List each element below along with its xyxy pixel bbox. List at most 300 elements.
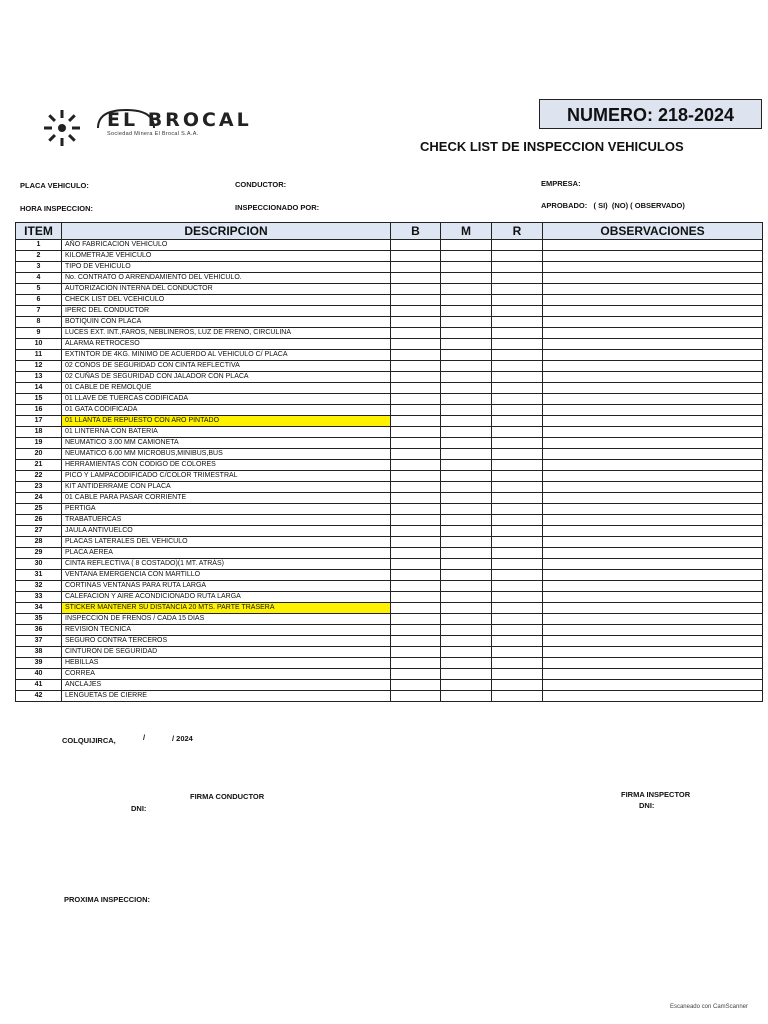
r-cell xyxy=(492,504,543,515)
table-row xyxy=(16,405,763,416)
r-cell xyxy=(492,614,543,625)
table-row xyxy=(16,262,763,273)
r-cell xyxy=(492,427,543,438)
description-cell: 01 CABLE DE REMOLQUE xyxy=(62,383,391,394)
item-number-cell: 21 xyxy=(16,460,62,471)
table-row xyxy=(16,636,763,647)
observaciones-cell xyxy=(543,240,763,251)
r-cell xyxy=(492,537,543,548)
table-row xyxy=(16,614,763,625)
conductor-label: CONDUCTOR: xyxy=(235,180,287,189)
table-row xyxy=(16,559,763,570)
b-cell xyxy=(391,394,441,405)
description-cell: PLACAS LATERALES DEL VEHICULO xyxy=(62,537,391,548)
table-row xyxy=(16,581,763,592)
table-row xyxy=(16,427,763,438)
r-cell xyxy=(492,625,543,636)
description-cell: CALEFACION Y AIRE ACONDICIONADO RUTA LARGA xyxy=(62,592,391,603)
document-number: NUMERO: 218-2024 xyxy=(539,99,762,129)
observaciones-cell xyxy=(543,592,763,603)
m-cell xyxy=(441,493,492,504)
m-cell xyxy=(441,658,492,669)
item-number-cell: 26 xyxy=(16,515,62,526)
m-cell xyxy=(441,328,492,339)
b-cell xyxy=(391,449,441,460)
m-cell xyxy=(441,614,492,625)
description-cell: TIPO DE VEHICULO xyxy=(62,262,391,273)
table-row xyxy=(16,592,763,603)
item-number-cell: 33 xyxy=(16,592,62,603)
item-number-cell: 12 xyxy=(16,361,62,372)
observaciones-cell xyxy=(543,339,763,350)
b-cell xyxy=(391,493,441,504)
r-cell xyxy=(492,317,543,328)
table-row xyxy=(16,493,763,504)
description-cell: 01 LLANTA DE REPUESTO CON ARO PINTADO xyxy=(62,416,391,427)
m-cell xyxy=(441,526,492,537)
item-number-cell: 20 xyxy=(16,449,62,460)
item-number-cell: 18 xyxy=(16,427,62,438)
item-number-cell: 34 xyxy=(16,603,62,614)
item-number-cell: 38 xyxy=(16,647,62,658)
description-cell: REVISION TECNICA xyxy=(62,625,391,636)
description-cell: 01 CABLE PARA PASAR CORRIENTE xyxy=(62,493,391,504)
table-row xyxy=(16,361,763,372)
description-cell: CINTURON DE SEGURIDAD xyxy=(62,647,391,658)
item-number-cell: 23 xyxy=(16,482,62,493)
item-number-cell: 15 xyxy=(16,394,62,405)
col-header-m: M xyxy=(441,223,492,240)
page-title: CHECK LIST DE INSPECCION VEHICULOS xyxy=(420,139,684,154)
b-cell xyxy=(391,581,441,592)
r-cell xyxy=(492,372,543,383)
r-cell xyxy=(492,658,543,669)
firma-conductor-label: FIRMA CONDUCTOR xyxy=(190,792,265,801)
b-cell xyxy=(391,691,441,702)
m-cell xyxy=(441,284,492,295)
item-number-cell: 36 xyxy=(16,625,62,636)
b-cell xyxy=(391,647,441,658)
description-cell: 01 LINTERNA CON BATERIA xyxy=(62,427,391,438)
observaciones-cell xyxy=(543,625,763,636)
item-number-cell: 16 xyxy=(16,405,62,416)
b-cell xyxy=(391,570,441,581)
description-cell: SEGURO CONTRA TERCEROS xyxy=(62,636,391,647)
table-row xyxy=(16,680,763,691)
m-cell xyxy=(441,339,492,350)
m-cell xyxy=(441,482,492,493)
observaciones-cell xyxy=(543,570,763,581)
observaciones-cell xyxy=(543,614,763,625)
table-row xyxy=(16,526,763,537)
b-cell xyxy=(391,405,441,416)
r-cell xyxy=(492,350,543,361)
r-cell xyxy=(492,262,543,273)
item-number-cell: 39 xyxy=(16,658,62,669)
description-cell: CORTINAS VENTANAS PARA RUTA LARGA xyxy=(62,581,391,592)
table-row xyxy=(16,317,763,328)
b-cell xyxy=(391,372,441,383)
observaciones-cell xyxy=(543,394,763,405)
r-cell xyxy=(492,405,543,416)
description-cell: IPERC DEL CONDUCTOR xyxy=(62,306,391,317)
observaciones-cell xyxy=(543,416,763,427)
firma-inspector-label: FIRMA INSPECTOR xyxy=(621,790,691,799)
m-cell xyxy=(441,427,492,438)
description-cell: STICKER MANTENER SU DISTANCIA 20 MTS. PARTE TRASERA xyxy=(62,603,391,614)
item-number-cell: 30 xyxy=(16,559,62,570)
r-cell xyxy=(492,691,543,702)
hora-label: HORA INSPECCION: xyxy=(20,204,94,213)
r-cell xyxy=(492,471,543,482)
description-cell: KILOMETRAJE VEHICULO xyxy=(62,251,391,262)
r-cell xyxy=(492,416,543,427)
item-number-cell: 37 xyxy=(16,636,62,647)
item-number-cell: 31 xyxy=(16,570,62,581)
col-header-observaciones: OBSERVACIONES xyxy=(543,223,763,240)
description-cell: BOTIQUIN CON PLACA xyxy=(62,317,391,328)
b-cell xyxy=(391,669,441,680)
date-year: / 2024 xyxy=(172,734,193,743)
item-number-cell: 40 xyxy=(16,669,62,680)
col-header-r: R xyxy=(492,223,543,240)
b-cell xyxy=(391,614,441,625)
checklist-table xyxy=(15,222,763,702)
observaciones-cell xyxy=(543,680,763,691)
r-cell xyxy=(492,306,543,317)
observaciones-cell xyxy=(543,405,763,416)
observaciones-cell xyxy=(543,306,763,317)
r-cell xyxy=(492,284,543,295)
b-cell xyxy=(391,603,441,614)
item-number-cell: 8 xyxy=(16,317,62,328)
observaciones-cell xyxy=(543,460,763,471)
scanner-watermark: Escaneado con CamScanner xyxy=(669,1004,748,1010)
observaciones-cell xyxy=(543,449,763,460)
observaciones-cell xyxy=(543,504,763,515)
col-header-descripcion: DESCRIPCION xyxy=(62,223,391,240)
m-cell xyxy=(441,262,492,273)
table-row xyxy=(16,603,763,614)
r-cell xyxy=(492,460,543,471)
item-number-cell: 24 xyxy=(16,493,62,504)
col-header-b: B xyxy=(391,223,441,240)
item-number-cell: 17 xyxy=(16,416,62,427)
b-cell xyxy=(391,636,441,647)
description-cell: 02 CONOS DE SEGURIDAD CON CINTA REFLECTIVA xyxy=(62,361,391,372)
b-cell xyxy=(391,559,441,570)
table-row xyxy=(16,625,763,636)
table-header-row xyxy=(16,223,763,240)
description-cell: LENGUETAS DE CIERRE xyxy=(62,691,391,702)
item-number-cell: 32 xyxy=(16,581,62,592)
b-cell xyxy=(391,625,441,636)
table-row xyxy=(16,647,763,658)
r-cell xyxy=(492,394,543,405)
table-row xyxy=(16,339,763,350)
r-cell xyxy=(492,295,543,306)
r-cell xyxy=(492,636,543,647)
table-row xyxy=(16,537,763,548)
r-cell xyxy=(492,449,543,460)
m-cell xyxy=(441,416,492,427)
description-cell: KIT ANTIDERRAME CON PLACA xyxy=(62,482,391,493)
m-cell xyxy=(441,306,492,317)
observaciones-cell xyxy=(543,328,763,339)
r-cell xyxy=(492,592,543,603)
m-cell xyxy=(441,625,492,636)
description-cell: HEBILLAS xyxy=(62,658,391,669)
item-number-cell: 22 xyxy=(16,471,62,482)
r-cell xyxy=(492,603,543,614)
m-cell xyxy=(441,372,492,383)
table-row xyxy=(16,350,763,361)
observaciones-cell xyxy=(543,581,763,592)
date-slash: / xyxy=(143,733,146,742)
item-number-cell: 42 xyxy=(16,691,62,702)
b-cell xyxy=(391,471,441,482)
observaciones-cell xyxy=(543,427,763,438)
b-cell xyxy=(391,537,441,548)
m-cell xyxy=(441,449,492,460)
table-row xyxy=(16,471,763,482)
observaciones-cell xyxy=(543,482,763,493)
table-row xyxy=(16,328,763,339)
table-row xyxy=(16,251,763,262)
table-row xyxy=(16,482,763,493)
b-cell xyxy=(391,295,441,306)
r-cell xyxy=(492,438,543,449)
r-cell xyxy=(492,570,543,581)
description-cell: JAULA ANTIVUELCO xyxy=(62,526,391,537)
item-number-cell: 3 xyxy=(16,262,62,273)
m-cell xyxy=(441,361,492,372)
logo-subtitle: Sociedad Minera El Brocal S.A.A. xyxy=(107,131,199,137)
b-cell xyxy=(391,273,441,284)
table-row xyxy=(16,515,763,526)
col-header-item: ITEM xyxy=(16,223,62,240)
table-row xyxy=(16,240,763,251)
observaciones-cell xyxy=(543,262,763,273)
observaciones-cell xyxy=(543,515,763,526)
m-cell xyxy=(441,548,492,559)
b-cell xyxy=(391,438,441,449)
observaciones-cell xyxy=(543,471,763,482)
table-row xyxy=(16,273,763,284)
observaciones-cell xyxy=(543,372,763,383)
r-cell xyxy=(492,493,543,504)
b-cell xyxy=(391,240,441,251)
observaciones-cell xyxy=(543,317,763,328)
r-cell xyxy=(492,339,543,350)
b-cell xyxy=(391,548,441,559)
b-cell xyxy=(391,383,441,394)
description-cell: HERRAMIENTAS CON CODIGO DE COLORES xyxy=(62,460,391,471)
item-number-cell: 2 xyxy=(16,251,62,262)
item-number-cell: 28 xyxy=(16,537,62,548)
dni-inspector-label: DNI: xyxy=(639,801,655,810)
description-cell: PLACA AEREA xyxy=(62,548,391,559)
item-number-cell: 29 xyxy=(16,548,62,559)
b-cell xyxy=(391,251,441,262)
b-cell xyxy=(391,680,441,691)
table-row xyxy=(16,691,763,702)
description-cell: VENTANA EMERGENCIA CON MARTILLO xyxy=(62,570,391,581)
m-cell xyxy=(441,515,492,526)
table-row xyxy=(16,548,763,559)
b-cell xyxy=(391,482,441,493)
observaciones-cell xyxy=(543,669,763,680)
r-cell xyxy=(492,251,543,262)
table-row xyxy=(16,372,763,383)
observaciones-cell xyxy=(543,548,763,559)
b-cell xyxy=(391,460,441,471)
r-cell xyxy=(492,559,543,570)
r-cell xyxy=(492,361,543,372)
observaciones-cell xyxy=(543,658,763,669)
m-cell xyxy=(441,438,492,449)
description-cell: NEUMATICO 3.00 MM CAMIONETA xyxy=(62,438,391,449)
m-cell xyxy=(441,636,492,647)
m-cell xyxy=(441,405,492,416)
item-number-cell: 41 xyxy=(16,680,62,691)
place-label: COLQUIJIRCA, xyxy=(62,736,116,745)
item-number-cell: 7 xyxy=(16,306,62,317)
m-cell xyxy=(441,559,492,570)
description-cell: PERTIGA xyxy=(62,504,391,515)
observaciones-cell xyxy=(543,273,763,284)
b-cell xyxy=(391,339,441,350)
table-row xyxy=(16,669,763,680)
table-row xyxy=(16,658,763,669)
m-cell xyxy=(441,273,492,284)
b-cell xyxy=(391,427,441,438)
inspeccionado-label: INSPECCIONADO POR: xyxy=(235,203,320,212)
m-cell xyxy=(441,669,492,680)
observaciones-cell xyxy=(543,636,763,647)
aprobado-label: APROBADO: ( SI) (NO) ( OBSERVADO) xyxy=(541,201,685,210)
table-row xyxy=(16,416,763,427)
proxima-inspeccion-label: PROXIMA INSPECCION: xyxy=(64,895,150,904)
description-cell: AÑO FABRICACION VEHICULO xyxy=(62,240,391,251)
table-row xyxy=(16,295,763,306)
description-cell: CHECK LIST DEL VCEHICULO xyxy=(62,295,391,306)
item-number-cell: 10 xyxy=(16,339,62,350)
item-number-cell: 13 xyxy=(16,372,62,383)
r-cell xyxy=(492,383,543,394)
observaciones-cell xyxy=(543,559,763,570)
b-cell xyxy=(391,526,441,537)
b-cell xyxy=(391,504,441,515)
m-cell xyxy=(441,570,492,581)
b-cell xyxy=(391,416,441,427)
description-cell: CINTA REFLECTIVA ( 8 COSTADO)(1 MT. ATRÁS) xyxy=(62,559,391,570)
observaciones-cell xyxy=(543,691,763,702)
description-cell: No. CONTRATO O ARRENDAMIENTO DEL VEHICULO. xyxy=(62,273,391,284)
table-row xyxy=(16,504,763,515)
description-cell: 01 GATA CODIFICADA xyxy=(62,405,391,416)
b-cell xyxy=(391,658,441,669)
m-cell xyxy=(441,592,492,603)
b-cell xyxy=(391,317,441,328)
b-cell xyxy=(391,592,441,603)
r-cell xyxy=(492,273,543,284)
observaciones-cell xyxy=(543,350,763,361)
item-number-cell: 1 xyxy=(16,240,62,251)
item-number-cell: 9 xyxy=(16,328,62,339)
observaciones-cell xyxy=(543,603,763,614)
m-cell xyxy=(441,460,492,471)
b-cell xyxy=(391,262,441,273)
description-cell: 02 CUÑAS DE SEGURIDAD CON JALADOR CON PLACA xyxy=(62,372,391,383)
table-row xyxy=(16,284,763,295)
observaciones-cell xyxy=(543,493,763,504)
m-cell xyxy=(441,647,492,658)
description-cell: NEUMATICO 6.00 MM MICROBUS,MINIBUS,BUS xyxy=(62,449,391,460)
description-cell: PICO Y LAMPACODIFICADO C/COLOR TRIMESTRAL xyxy=(62,471,391,482)
m-cell xyxy=(441,680,492,691)
b-cell xyxy=(391,284,441,295)
table-row xyxy=(16,460,763,471)
table-row xyxy=(16,438,763,449)
item-number-cell: 6 xyxy=(16,295,62,306)
r-cell xyxy=(492,647,543,658)
m-cell xyxy=(441,240,492,251)
m-cell xyxy=(441,603,492,614)
item-number-cell: 14 xyxy=(16,383,62,394)
m-cell xyxy=(441,251,492,262)
b-cell xyxy=(391,361,441,372)
item-number-cell: 4 xyxy=(16,273,62,284)
description-cell: EXTINTOR DE 4KG. MINIMO DE ACUERDO AL VEHICULO C/ PLACA xyxy=(62,350,391,361)
r-cell xyxy=(492,581,543,592)
description-cell: CORREA xyxy=(62,669,391,680)
table-row xyxy=(16,449,763,460)
item-number-cell: 27 xyxy=(16,526,62,537)
b-cell xyxy=(391,328,441,339)
item-number-cell: 19 xyxy=(16,438,62,449)
description-cell: TRABATUERCAS xyxy=(62,515,391,526)
description-cell: ALARMA RETROCESO xyxy=(62,339,391,350)
m-cell xyxy=(441,350,492,361)
table-row xyxy=(16,383,763,394)
dni-conductor-label: DNI: xyxy=(131,804,147,813)
item-number-cell: 11 xyxy=(16,350,62,361)
observaciones-cell xyxy=(543,526,763,537)
description-cell: LUCES EXT. INT.,FAROS, NEBLINEROS, LUZ DE FRENO, CIRCULINA xyxy=(62,328,391,339)
m-cell xyxy=(441,471,492,482)
item-number-cell: 25 xyxy=(16,504,62,515)
r-cell xyxy=(492,526,543,537)
r-cell xyxy=(492,680,543,691)
description-cell: AUTORIZACION INTERNA DEL CONDUCTOR xyxy=(62,284,391,295)
m-cell xyxy=(441,317,492,328)
observaciones-cell xyxy=(543,537,763,548)
table-row xyxy=(16,306,763,317)
b-cell xyxy=(391,350,441,361)
table-row xyxy=(16,570,763,581)
observaciones-cell xyxy=(543,284,763,295)
m-cell xyxy=(441,383,492,394)
r-cell xyxy=(492,669,543,680)
b-cell xyxy=(391,306,441,317)
r-cell xyxy=(492,515,543,526)
m-cell xyxy=(441,504,492,515)
table-row xyxy=(16,394,763,405)
placa-label: PLACA VEHICULO: xyxy=(20,181,89,190)
m-cell xyxy=(441,394,492,405)
r-cell xyxy=(492,548,543,559)
